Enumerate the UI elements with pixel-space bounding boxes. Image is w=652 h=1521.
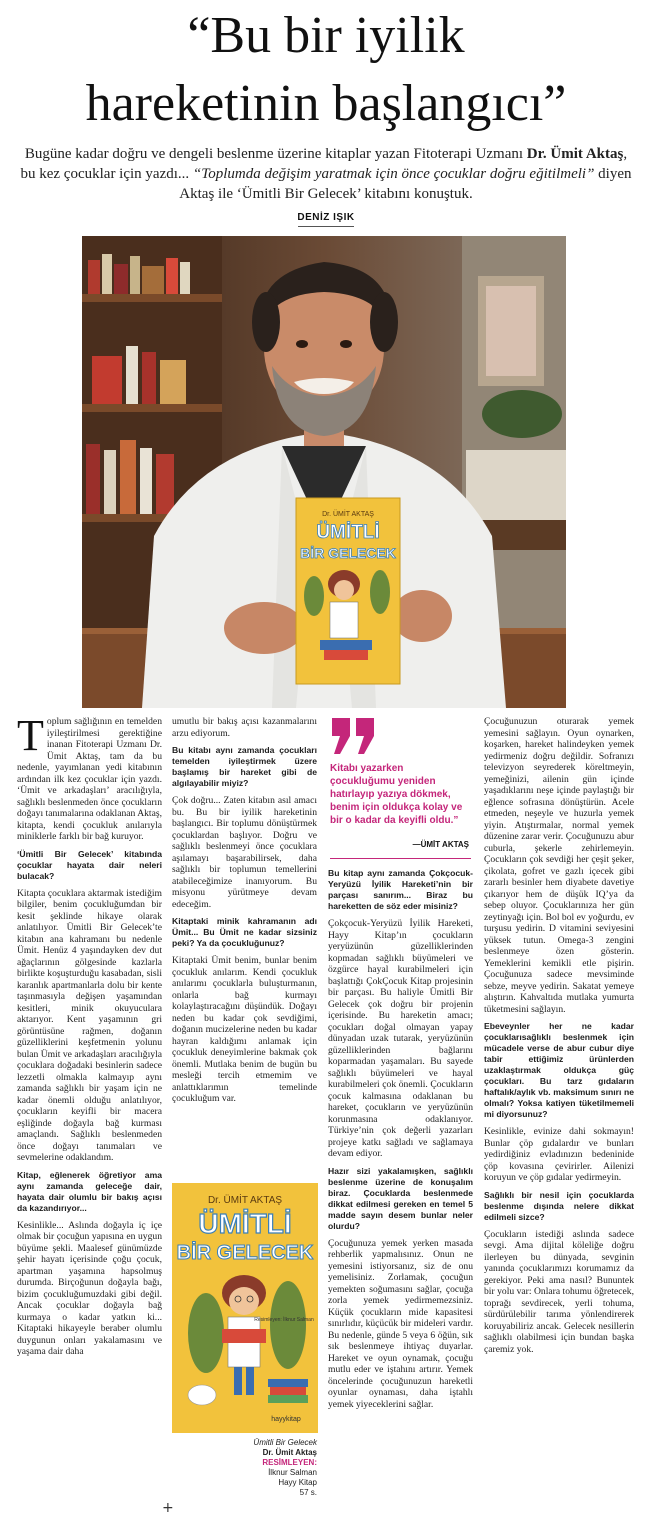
intro-part-1: Bugüne kadar doğru ve dengeli beslenme üzerine kitaplar yazan Fitoterapi Uzmanı [24, 146, 527, 162]
col2-question-2: Kitaptaki minik kahramanın adı Ümit... Bu Ümit ne kadar sizsiniz peki? Ya da çocukluğunuz? [172, 916, 317, 948]
pull-quote-text: Kitabı yazarken çocukluğumu yeniden hatırlayıp yazıya dökmek, benim için oldukça kolay ve bir o kadar da keyifli oldu.” [330, 763, 463, 826]
col1-paragraph-2: Kitapta çocuklara aktarmak istediğim bilgiler, benim çocukluğumdan bir kesit şeklinde hikaye olarak anlatılıyor. Ümitli Bir Gelecek’te kitabın ana kahramanı bu nedenle Ümit. Henüz 4 yaşındayken dev dut ağaçlarının gölgesinde kazlarla birlikte koşuşturduğu kasabadan, sisli karanlık apartmanlarla dolu bir kente taşınmasıyla değişen yaşamından kesitleri, minik okuyuculara aktarıyor. Kent yaşamının gri görüntüsüne rağmen, doğanın güzelliklerini keşfetmenin yolunu bulan Ümit ve arkadaşları aracılığıyla çocuklara doğadaki besinlerin sadece lezzetli olmakla kalmayıp aynı zamanda sağlıklı bir yaşam için ne kadar önemli olduğu anlatılıyor, çocukların keyifli bir macera eşliğinde doğayla bağ kurması amaçlandı. Sağlıklı beslenmeden önce doğayı tanımaları ve sevmelerine odaklandım. [17, 887, 162, 1163]
col1-question-2: Kitap, eğlenerek öğretiyor ama aynı zamanda geleceğe dair, hayata dair olumlu bir bakış açısı da kazandırıyor... [17, 1169, 162, 1213]
book-caption [172, 1438, 317, 1498]
col4-question-1: Ebeveynler her ne kadar çocuklarısağlıklı beslenmek için mücadele verse de abur cubur diye tabir ettiğimiz ürünlerden uzaklaştırmak oldukça güç çocukları. Bu tarz gıdaların haftalık/aylık vb. maksimum sınırı ne olmalı? Yoksa katiyen tüketilmemeli mi diyorsunuz? [484, 1021, 634, 1119]
book-publisher: hayykitap [271, 1416, 301, 1423]
headline-line-2: hareketinin başlangıcı” [85, 75, 567, 132]
article-column-2 [172, 716, 317, 1176]
book-title-1: ÜMİTLİ [198, 1208, 292, 1239]
photo-book-title-2: BİR GELECEK [300, 545, 396, 561]
col1-paragraph-3: Kesinlikle... Aslında doğayla iç içe olmak bir çocuğun yapısına en uygun büyüme şekli. Maalesef günümüzde şehir hayatı içerisinde çoğu çocuk, apartman yaşamına hapsolmuş durumda. Birçoğunun doğayla bağı, bizim çocukluğumuzdaki gibi değil. Ancak çocuklar doğayla bağ kurmaya o kadar yatkın ki... Kitaptaki hikayeyle beraber olumlu duygunun onları yakalamasını ve yaşama dair daha [17, 1219, 162, 1357]
intro-quote: “Toplumda değişim yaratmak için önce çocuklar doğru eğitilmeli” [192, 166, 595, 182]
article-column-4 [484, 716, 634, 1506]
book-cover-image [172, 1183, 318, 1433]
col4-question-2: Sağlıklı bir nesil için çocuklarda beslenme dışında nelere dikkat edilmeli sizce? [484, 1189, 634, 1222]
col3-question-1: Bu kitap aynı zamanda Çokçocuk-Yeryüzü İyilik Hareketi’nin bir parçası sanırım... Biraz bu hareketten de söz eder misiniz? [328, 868, 473, 911]
col4-paragraph-3: Çocukların istediği aslında sadece sevgi. Ama dijital köleliğe doğru ilerleyen bu dünyada, sevginin yanında çocuklarımızı korumamız da gerekiyor. Peki ama nasıl? Bununtek bir yolu var: Onlara tohumu öğretecek, toprağı sevdirecek, yerli tohuma, sürdürülebilir tarıma yönlendirerek koruyabiliriz ancak. Gelecek nesillerin sağlıklı olabilmesi için bundan başka çaremiz yok. [484, 1228, 634, 1355]
byline-rule [298, 226, 354, 227]
pull-quote [328, 716, 473, 862]
photo-book-author: Dr. ÜMİT AKTAŞ [322, 511, 374, 518]
pull-quote-author: —ÜMİT AKTAŞ [412, 840, 469, 849]
drop-cap: T [17, 716, 44, 760]
intro-name: Dr. Ümit Aktaş [526, 146, 624, 162]
book-caption-title: Ümitli Bir Gelecek [253, 1438, 317, 1447]
book-cover-illustration [172, 1183, 318, 1433]
quote-marks-icon [330, 716, 380, 756]
book-caption-illustrator-label: RESİMLEYEN: [262, 1458, 317, 1467]
photo-book-title-1: ÜMİTLİ [316, 522, 380, 543]
pull-quote-rule [330, 858, 471, 859]
article-column-1 [17, 716, 162, 1506]
col3-paragraph-2: Çocuğunuza yemek yerken masada rehberlik yapmalısınız. Onun ne yemesini istiyorsanız, siz de onu yemelisiniz. Zorlamak, çocuğun yemekten soğumasını sağlar, çocuğa zorla yemek yedirmemezsiniz. Küçük çocukların mide kapasitesi sınırlıdır, küçücük bir mideleri vardır. Bu nedenle, günde 5 veya 6 öğün, sık sık beslenmeye ihtiyaç duyarlar. Hareket ve oyun oynamak, çocuğu mutlu eder ve iştahını artırır. Yemek öncelerinde çocuğunuzun hareketli oyunlar oynaması, daha iştahlı yemek yiyeceklerini sağlar. [328, 1237, 473, 1410]
col2-question-1: Bu kitabı aynı zamanda çocukları temelden iyileştirmek üzere başlamış bir hareket gibi de algılayabilir miyiz? [172, 745, 317, 788]
intro-paragraph [18, 144, 634, 204]
crop-mark-plus-icon: + [162, 1500, 174, 1516]
byline: DENİZ IŞIK [297, 212, 355, 223]
headline-line-1: “Bu bir iyilik [187, 7, 465, 64]
col4-paragraph-1: Çocuğunuzun oturarak yemek yemesini sağlayın. Oyun oynarken, koşarken, hareket halindeyken yemek yedirmeniz doğru değildir. Sofranızı televizyon seyrederek köreltmeyin, yemeğinizi, ailenin gün içinde yaşadıklarını neşe içinde paylaştığı bir eğlence sofrasına dönüştürün. Acele etmeden, neşeyle ve huzurla yemek yiyin. Atıştırmalar, normal yemek düzenine zarar verir. Çocuğunuzu abur cuburla, şekerle zehirlemeyin. Çocukların çok sevdiği her çeşit şeker, çikolata, gofret ve gazlı içecek gibi zararlı besinler hem diyabete davetiye çıkarıyor hem de düşük IQ’ya da sebep oluyor. Çocuklarınıza her gün zeytinyağı için. Bol bol ev yoğurdu, ev turşusu yedirin. D vitamini seviyesini yüksek tutun. Omega-3 zengini beslenmeye özen gösterin. Yemeklerini kemikli etle pişirin. Çocuğunuza sadece mevsiminde sebze, meyve yedirin. Sakatat yemeye alıştırın. Kahvaltıda mutlaka yumurta tüketmesini sağlayın. [484, 716, 634, 1015]
col2-paragraph-2: Çok doğru... Zaten kitabın asıl amacı bu. Bu bir iyilik hareketinin başlangıcı. Bir toplumu dönüştürmek çocuklardan başlıyor. Doğru ve sağlıklı beslenmeyi önce çocuklara aşılamayı başarabilirsek, daha sağlıklı bir toplumun temellerini atabileceğimize inanıyorum. Bu misyonu yürütmeye devam edeceğim. [172, 795, 317, 910]
book-author: Dr. ÜMİT AKTAŞ [207, 1195, 283, 1206]
col2-paragraph-3: Kitaptaki Ümit benim, bunlar benim çocukluk anılarım. Kendi çocukluk anılarımı çocuklarla buluşturmanın, onlarla bağ kurmayı kolaylaştıracağını düşündük. Doğayı neden bu kadar çok sevdiğimi, doğanın mucizelerine neden bu kadar hayran kaldığımı anlamak için çocukluk deneyimlerine bakmak çok önemli. Mutlaka benim de bugün bu mesleği tercih etmemim ve anlattıklarımın temelinde çocukluğum var. [172, 955, 317, 1104]
col1-paragraph-1 [17, 716, 162, 843]
col2-paragraph-1: umutlu bir bakış açısı kazanmalarını arzu ediyorum. [172, 716, 317, 739]
col3-question-2: Hazır sizi yakalamışken, sağlıklı beslenme üzerine de konuşalım biraz. Çocuklarda beslenmede dikkat edilmesi gereken en temel 5 madde sayın desem bunlar neler olurdu? [328, 1165, 473, 1231]
book-caption-author: Dr. Ümit Aktaş [262, 1448, 317, 1457]
book-caption-publisher: Hayy Kitap [278, 1478, 317, 1487]
book-illustrator-note: Resimleyen: İlknur Salman [254, 1317, 314, 1323]
main-photo-illustration [82, 236, 566, 708]
main-photo [82, 236, 566, 708]
book-caption-illustrator: İlknur Salman [268, 1468, 317, 1477]
book-caption-pages: 57 s. [299, 1488, 317, 1497]
intro-part-2: , bu kez çocuklar için yazdı... [20, 146, 628, 182]
col1-p1-text: oplum sağlığının en temelden iyileştirilmesi gerektiğine inanan Fitoterapi Uzmanı Dr. Ümit Aktaş, tam da bu nedenle, yayımlanan yedi kitabının ardından ilk kez çocuklar için yazdı. ‘Ümit ve arkadaşları’ aracılığıyla, sağlıklı beslenmeden önce çocukların doğayı tanımalarına odaklanan Aktaş, kitapta, kendi çocukluk anılarıyla miniklerle farklı bir bağ kuruyor. [17, 716, 162, 842]
intro-part-3: diyen Aktaş ile ‘Ümitli Bir Gelecek’ kitabını konuştuk. [179, 166, 632, 202]
article-column-3 [328, 868, 473, 1508]
col1-question-1: ‘Ümitli Bir Gelecek’ kitabında çocuklar hayata dair neleri bulacak? [17, 848, 162, 881]
book-title-2: BİR GELECEK [176, 1242, 314, 1264]
col4-paragraph-2: Kesinlikle, evinize dahi sokmayın! Bunlar çöp gıdalardır ve bunları yedirdiğiniz evladınızın bedeninide çöp kovasına çevirirler. Ailenizi koruyun ve çöp gıdalar yedirmeyin. [484, 1126, 634, 1183]
col3-paragraph-1: Çokçocuk-Yeryüzü İyilik Hareketi, Hayy Kitap’ın çocukların yeryüzünün güzelliklerinden kopmadan sağlıklı büyümeleri ve özgürce hayal kurabilmeleri için başlattığı ÇokÇocuk Kitap projesinin bir parçası. Bu haliyle Ümitli Bir Gelecek çok doğru bir projenin içerisinde. Bu hareketin amacı; çocukları doğal olmayan yapay dünyadan uzak tutarak, yeryüzünün güzelliklerinden bağlarını koparmadan yaşamaları. Bu sayede sağlıklı büyümeleri ve hayal kurabilmeleri çok önemli. Çocukların çocuk kalmasına odaklanan bu hareket, çocukların ve yeryüzünün korunmasına odaklanıyor. Türkiye’nin çok değerli yazarları projeye katkı sağladı ve sağlamaya devam ediyor. [328, 918, 473, 1159]
